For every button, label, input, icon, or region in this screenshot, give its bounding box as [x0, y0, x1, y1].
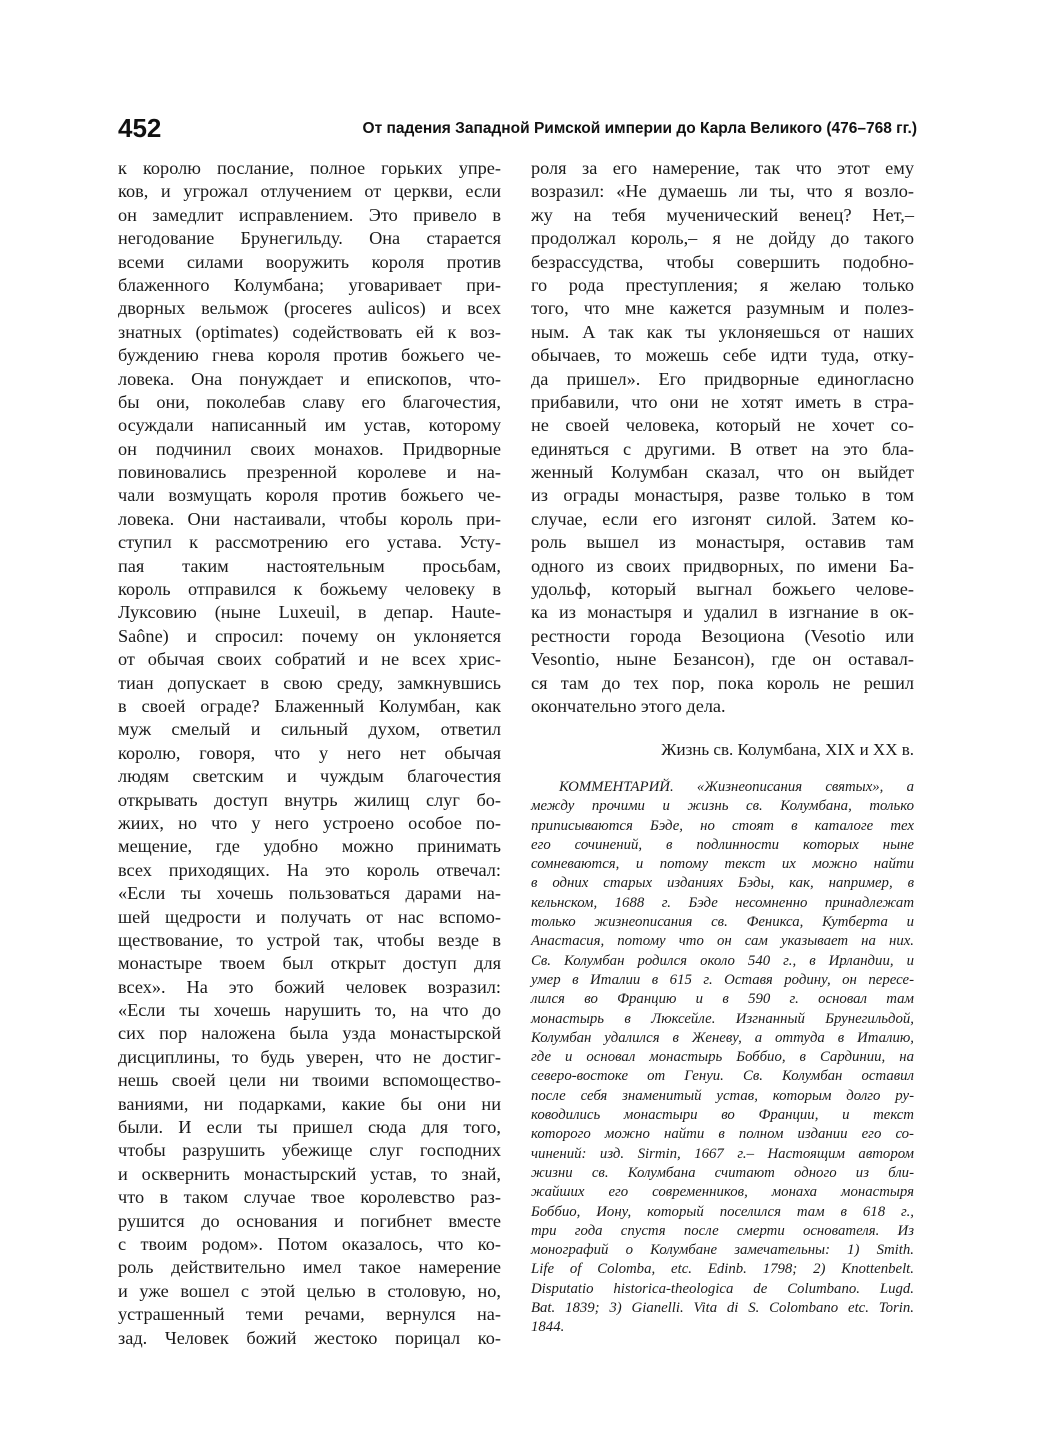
text-line: шей щедрости и получать от нас вспомо- — [118, 906, 501, 927]
text-line: ка из монастыря и удалил в изгнание в ок- — [531, 602, 914, 623]
commentary-line: монастырь в Люксейле. Изгнанный Брунегильдой, — [531, 1010, 914, 1027]
text-line: обычаев, то можешь себе идти туда, отку- — [531, 345, 914, 366]
text-line: ступил к рассмотрению его устава. Усту- — [118, 532, 501, 553]
text-line: дисциплины, то будь уверен, что не достиг- — [118, 1046, 501, 1067]
text-line: Луксовию (ныне Luxeuil, в депар. Haute- — [118, 602, 501, 623]
text-line: всех приходящих. На это король отвечал: — [118, 859, 501, 880]
text-line: Vesontio, ныне Безансон), где он оставал- — [531, 649, 914, 670]
text-line: с твоим родом». Потом оказалось, что ко- — [118, 1233, 501, 1254]
text-line: монастыре твоем был открыт доступ для — [118, 953, 501, 974]
commentary-line: Life of Colomba, etc. Edinb. 1798; 2) Knottenbelt. — [531, 1261, 914, 1278]
text-line: он подчинил своих монахов. Придворные — [118, 438, 501, 459]
commentary-line: 1844. — [531, 1319, 565, 1336]
commentary-line: приписываются Бэде, но стоят в каталоге тех — [531, 817, 914, 834]
commentary-line: жизни св. Колумбана считают одного из бли- — [531, 1164, 914, 1181]
commentary-line: северо-востоке от Генуи. Св. Колумбан оставил — [531, 1068, 914, 1085]
commentary-line: Disputatio historica-theologica de Columbano. Lugd. — [531, 1280, 914, 1297]
text-line: роль действительно имел такое намерение — [118, 1257, 501, 1278]
text-line: блаженного Колумбана; уговаривает при- — [118, 274, 501, 295]
text-line: ся там до тех пор, пока король не решил — [531, 672, 914, 693]
text-line: «Если ты хочешь нарушить то, на что до — [118, 1000, 501, 1021]
text-line: женный Колумбан сказал, что он выйдет — [531, 462, 914, 483]
text-line: мещение, где удобно можно принимать — [118, 836, 501, 857]
text-line: ловека. Они настаивали, чтобы король при- — [118, 508, 501, 529]
text-line: и осквернить монастырский устав, то знай, — [118, 1163, 501, 1184]
page-header — [118, 112, 917, 144]
commentary-line: его сочинений, в подлинности которых ныне — [531, 836, 914, 853]
text-line: людям светским и чуждым благочестия — [118, 766, 501, 787]
right-text-column — [531, 157, 914, 718]
left-text-column — [118, 157, 501, 1350]
text-line: королю, говоря, что у него нет обычая — [118, 742, 501, 763]
text-line: рушится до основания и погибнет вместе — [118, 1210, 501, 1231]
text-line: король отправился к божьему человеку в — [118, 579, 501, 600]
text-line: осуждали написанный им устав, которому — [118, 415, 501, 436]
text-line: муж смелый и сильный духом, ответил — [118, 719, 501, 740]
text-line: повиновались презренной королеве и на- — [118, 462, 501, 483]
commentary-line: сомневаются, и потому текст их можно найти — [531, 856, 914, 873]
commentary-line: только жизнеописания св. Феникса, Кутберта и — [531, 914, 914, 931]
commentary-line: умер в Италии в 615 г. Оставя родину, он пересе- — [531, 971, 914, 988]
text-line: окончательно этого дела. — [531, 695, 726, 716]
text-line: к королю послание, полное горьких упре- — [118, 158, 501, 178]
text-line: роль вышел из монастыря, оставив там — [531, 532, 914, 553]
commentary-line: Колумбан удалился в Женеву, а оттуда в Италию, — [531, 1029, 914, 1046]
text-line: дворных вельмож (proceres aulicos) и всех — [118, 298, 501, 319]
text-line: Saône) и спросил: почему он уклоняется — [118, 625, 501, 646]
text-line: всеми силами вооружить короля против — [118, 251, 501, 272]
commentary-line: после себя знаменитый устав, которым долго ру- — [531, 1087, 914, 1104]
commentary-line: где и основал монастырь Боббио, в Сардинии, на — [531, 1049, 914, 1066]
text-line: чали возмущать короля против божьего че- — [118, 485, 501, 506]
text-line: да пришел». Его придворные единогласно — [531, 368, 914, 389]
text-line: ваниями, ни подарками, какие бы они ни — [118, 1093, 501, 1114]
text-line: бы они, поколебав славу его благочестия, — [118, 391, 501, 412]
text-line: зад. Человек божий жестоко порицал ко- — [118, 1327, 501, 1348]
commentary-line: Анастасия, потому что он сам указывает на них. — [531, 933, 914, 950]
text-line: от обычая своих собратий и не всех хрис- — [118, 649, 501, 670]
commentary-line: ководились монастыри во Франции, и текст — [531, 1107, 914, 1124]
commentary-line: в одних старых изданиях Бэды, как, например, в — [531, 875, 914, 892]
text-line: пая таким настоятельным просьбам, — [118, 555, 501, 576]
running-title: От падения Западной Римской империи до Карла Великого (476–768 гг.) — [362, 120, 917, 137]
commentary-line: которого можно найти в полном издании его со- — [531, 1126, 914, 1143]
text-line: не своей человека, который не хочет со- — [531, 415, 914, 436]
text-line: возразил: «Не думаешь ли ты, что я возло- — [531, 181, 914, 202]
text-line: жиих, но что у него устроено особое по- — [118, 812, 501, 833]
text-line: рестности города Везоциона (Vesotio или — [531, 625, 914, 646]
text-line: были. И если ты пришел сюда для того, — [118, 1117, 501, 1138]
text-line: негодование Брунегильду. Она старается — [118, 228, 501, 249]
commentary-line: КОММЕНТАРИЙ. «Жизнеописания святых», а — [559, 779, 914, 795]
text-line: всех». На это божий человек возразил: — [118, 976, 501, 997]
text-line: случае, если его изгонят силой. Затем ко- — [531, 508, 914, 529]
text-line: тиан допускает в свою среду, замкнувшись — [118, 672, 501, 693]
text-line: ловека. Она понуждает и епископов, что- — [118, 368, 501, 389]
text-line: роля за его намерение, так что этот ему — [531, 158, 914, 178]
commentary-line: лился во Францию и в 590 г. основал там — [531, 991, 914, 1008]
text-line: безрассудства, чтобы совершить подобно- — [531, 251, 914, 272]
text-line: ществование, то устрой так, чтобы везде в — [118, 929, 501, 950]
page-number: 452 — [118, 113, 162, 143]
text-line: что в таком случае твое королевство раз- — [118, 1187, 501, 1208]
text-line: го рода преступления; я желаю только — [531, 274, 914, 295]
commentary-line: монографий о Колумбане замечательны: 1) Smith. — [531, 1242, 914, 1259]
source-attribution: Жизнь св. Колумбана, XIX и XX в. — [661, 740, 914, 759]
text-line: открывать доступ внутрь жилищ слуг бо- — [118, 789, 501, 810]
text-line: устрашенный теми речами, вернулся на- — [118, 1304, 501, 1325]
text-line: ным. А так как ты уклоняешься от наших — [531, 321, 914, 342]
commentary-line: три года спустя после смерти основателя. Из — [531, 1222, 914, 1239]
text-line: нешь своей цели ни твоими вспомощество- — [118, 1070, 501, 1091]
text-line: знатных (optimates) содействовать ей к воз- — [118, 321, 501, 342]
text-line: одного из своих придворных, по имени Ба- — [531, 555, 914, 576]
text-line: прибавили, что они не хотят иметь в стра- — [531, 391, 914, 412]
commentary-line: Bat. 1839; 3) Gianelli. Vita di S. Colombano etc. Torin. — [531, 1300, 914, 1317]
text-line: ков, и угрожал отлучением от церкви, если — [118, 181, 501, 202]
commentary-line: Боббио, Иону, который поселился там в 618 г., — [531, 1203, 914, 1220]
text-line: и уже вошел с этой целью в столовую, но, — [118, 1280, 501, 1301]
commentary-block — [531, 778, 914, 1338]
text-line: он замедлит исправлением. Это привело в — [118, 204, 501, 225]
text-line: буждению гнева короля против божьего че- — [118, 345, 501, 366]
commentary-line: между прочими и жизнь св. Колумбана, только — [531, 798, 914, 815]
text-line: в своей ограде? Блаженный Колумбан, как — [118, 695, 501, 716]
commentary-line: чинений: изд. Sirmin, 1667 г.– Настоящим автором — [531, 1145, 914, 1162]
text-line: того, что мне кажется разумным и полез- — [531, 298, 914, 319]
text-line: сих пор наложена была узда монастырской — [118, 1023, 501, 1044]
text-line: продолжал король,– я не дойду до такого — [531, 228, 914, 249]
text-line: жу на тебя мученический венец? Нет,– — [531, 204, 914, 225]
commentary-line: кельнском, 1688 г. Бэде несомненно принадлежат — [531, 894, 914, 911]
text-line: из ограды монастыря, разве только в том — [531, 485, 914, 506]
text-line: «Если ты хочешь пользоваться дарами на- — [118, 883, 501, 904]
commentary-line: жайших его современников, монаха монастыря — [531, 1184, 914, 1201]
text-line: удольф, который выгнал божьего челове- — [531, 579, 914, 600]
commentary-line: Св. Колумбан родился около 540 г., в Ирландии, и — [531, 952, 914, 969]
text-line: единяться с другими. В ответ на это бла- — [531, 438, 914, 459]
text-line: чтобы разрушить убежище слуг господних — [118, 1140, 501, 1161]
